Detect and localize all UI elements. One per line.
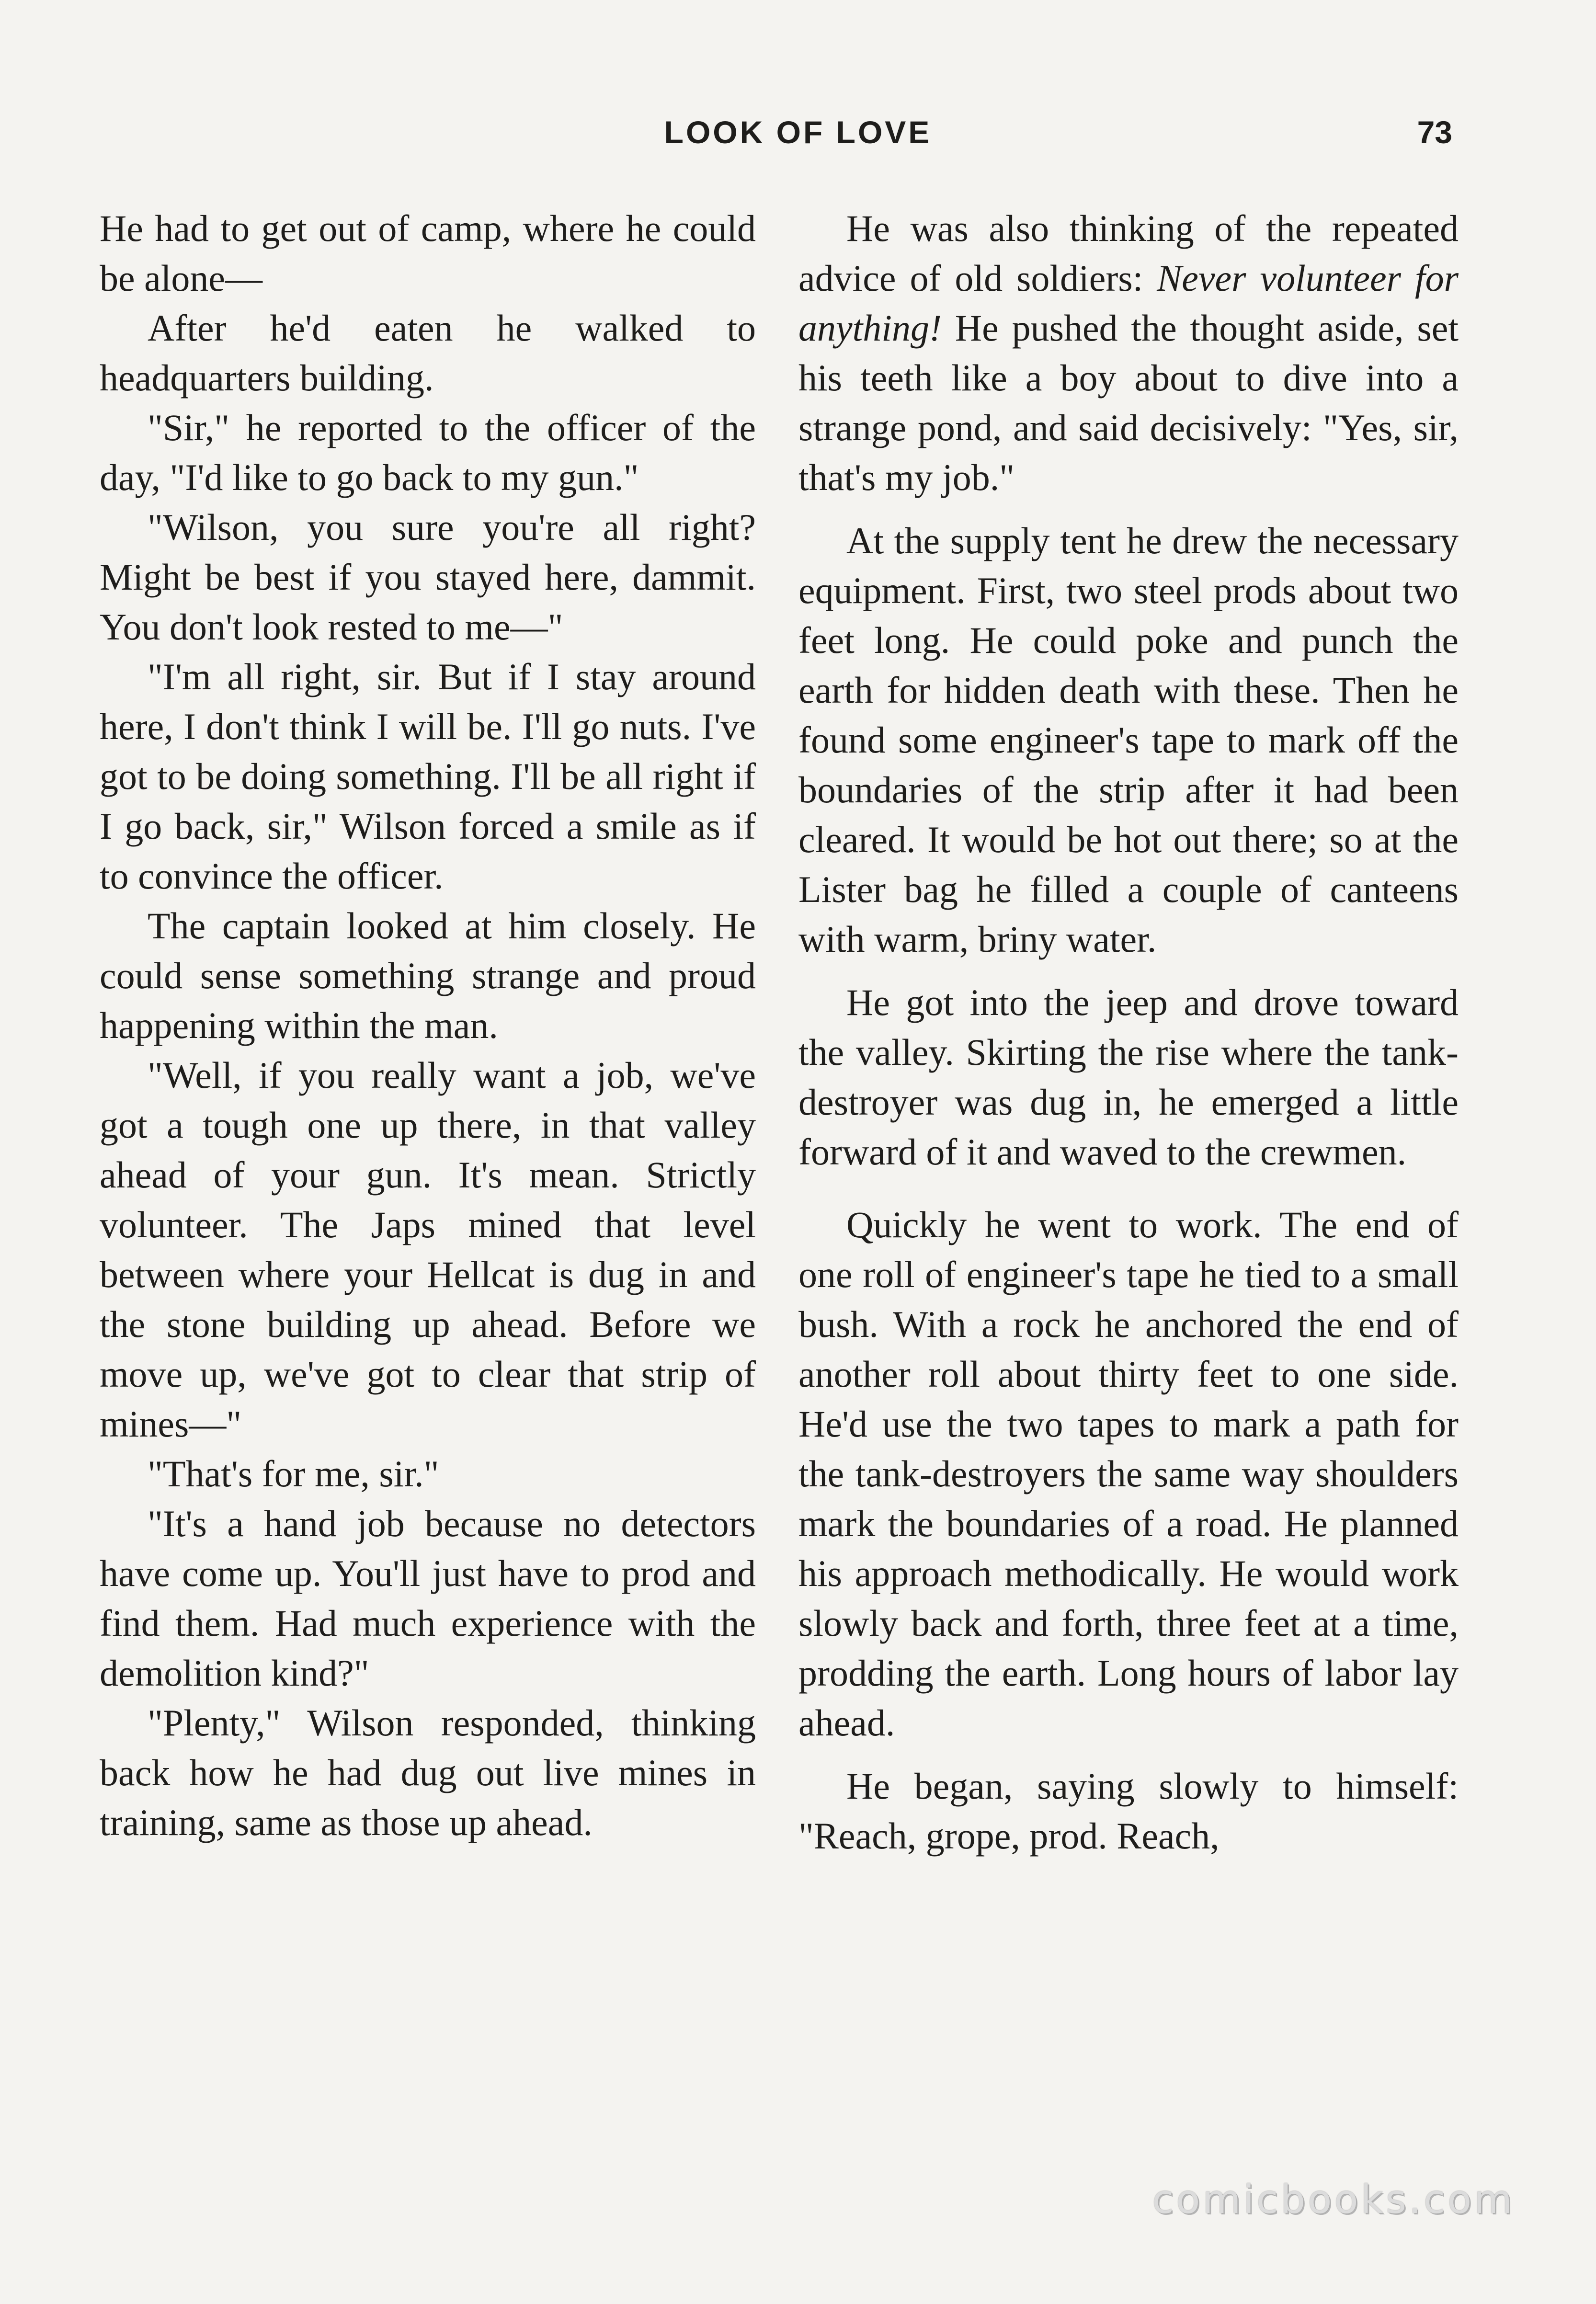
page-header — [0, 113, 1596, 151]
paragraph: After he'd eaten he walked to headquarters building. — [100, 307, 756, 399]
paragraph: "Well, if you really want a job, we've got a tough one up there, in that valley ahead of your gun. It's mean. Strictly volunteer. The Japs mined that level between where your Hellcat is dug in and the stone building up ahead. Before we move up, we've got to clear that strip of mines—" — [100, 1054, 756, 1445]
paragraph: "I'm all right, sir. But if I stay around here, I don't think I will be. I'll go nuts. I've got to be doing something. I'll be all right if I go back, sir," Wilson forced a smile as if to convince the officer. — [100, 656, 756, 897]
paragraph: "That's for me, sir." — [148, 1453, 439, 1494]
paragraph: Quickly he went to work. The end of one roll of engineer's tape he tied to a small bush. With a rock he anchored the end of another roll about thirty feet to one side. He'd use the two tapes to mark a path for the tank-destroyers the same way shoulders mark the boundaries of a road. He planned his approach methodically. He would work slowly back and forth, three feet at a time, prodding the earth. Long hours of labor lay ahead. — [798, 1204, 1459, 1744]
paragraph: He had to get out of camp, where he could be alone— — [100, 207, 756, 299]
paragraph: "Wilson, you sure you're all right? Might be best if you stayed here, dammit. You don't look rested to me—" — [100, 506, 756, 648]
page-number: 73 — [1417, 114, 1452, 150]
paragraph: "Plenty," Wilson responded, thinking back how he had dug out live mines in training, same as those up ahead. — [100, 1702, 756, 1843]
paragraph: At the supply tent he drew the necessary equipment. First, two steel prods about two feet long. He could poke and punch the earth for hidden death with these. Then he found some engineer's tape to mark off the boundaries of the strip after it had been cleared. It would be hot out there; so at the Lister bag he filled a couple of canteens with warm, briny water. — [798, 520, 1459, 960]
running-title: LOOK OF LOVE — [664, 114, 932, 150]
paragraph: "Sir," he reported to the officer of the day, "I'd like to go back to my gun." — [100, 407, 756, 498]
watermark: comicbooks.com — [1152, 2177, 1515, 2223]
paragraph-text: He pushed the thought aside, set his teeth like a boy about to dive into a strange pond, and said decisively: "Yes, sir, that's my job." — [798, 307, 1459, 498]
paragraph: "It's a hand job because no detectors have come up. You'll just have to prod and find them. Had much experience with the demolition kind?" — [100, 1503, 756, 1694]
paragraph-text: He was also thinking of the repeated advice of old soldiers: — [798, 207, 1459, 299]
left-column — [100, 204, 756, 1848]
right-column — [798, 204, 1459, 1861]
paragraph: He got into the jeep and drove toward the valley. Skirting the rise where the tank-destroyer was dug in, he emerged a little forward of it and waved to the crewmen. — [798, 981, 1459, 1173]
paragraph: The captain looked at him closely. He could sense something strange and proud happening within the man. — [100, 905, 756, 1046]
paragraph: He began, saying slowly to himself: "Reach, grope, prod. Reach, — [798, 1765, 1459, 1857]
paragraph — [798, 204, 1459, 502]
italic-emphasis: Never volunteer for anything! — [798, 257, 1459, 349]
